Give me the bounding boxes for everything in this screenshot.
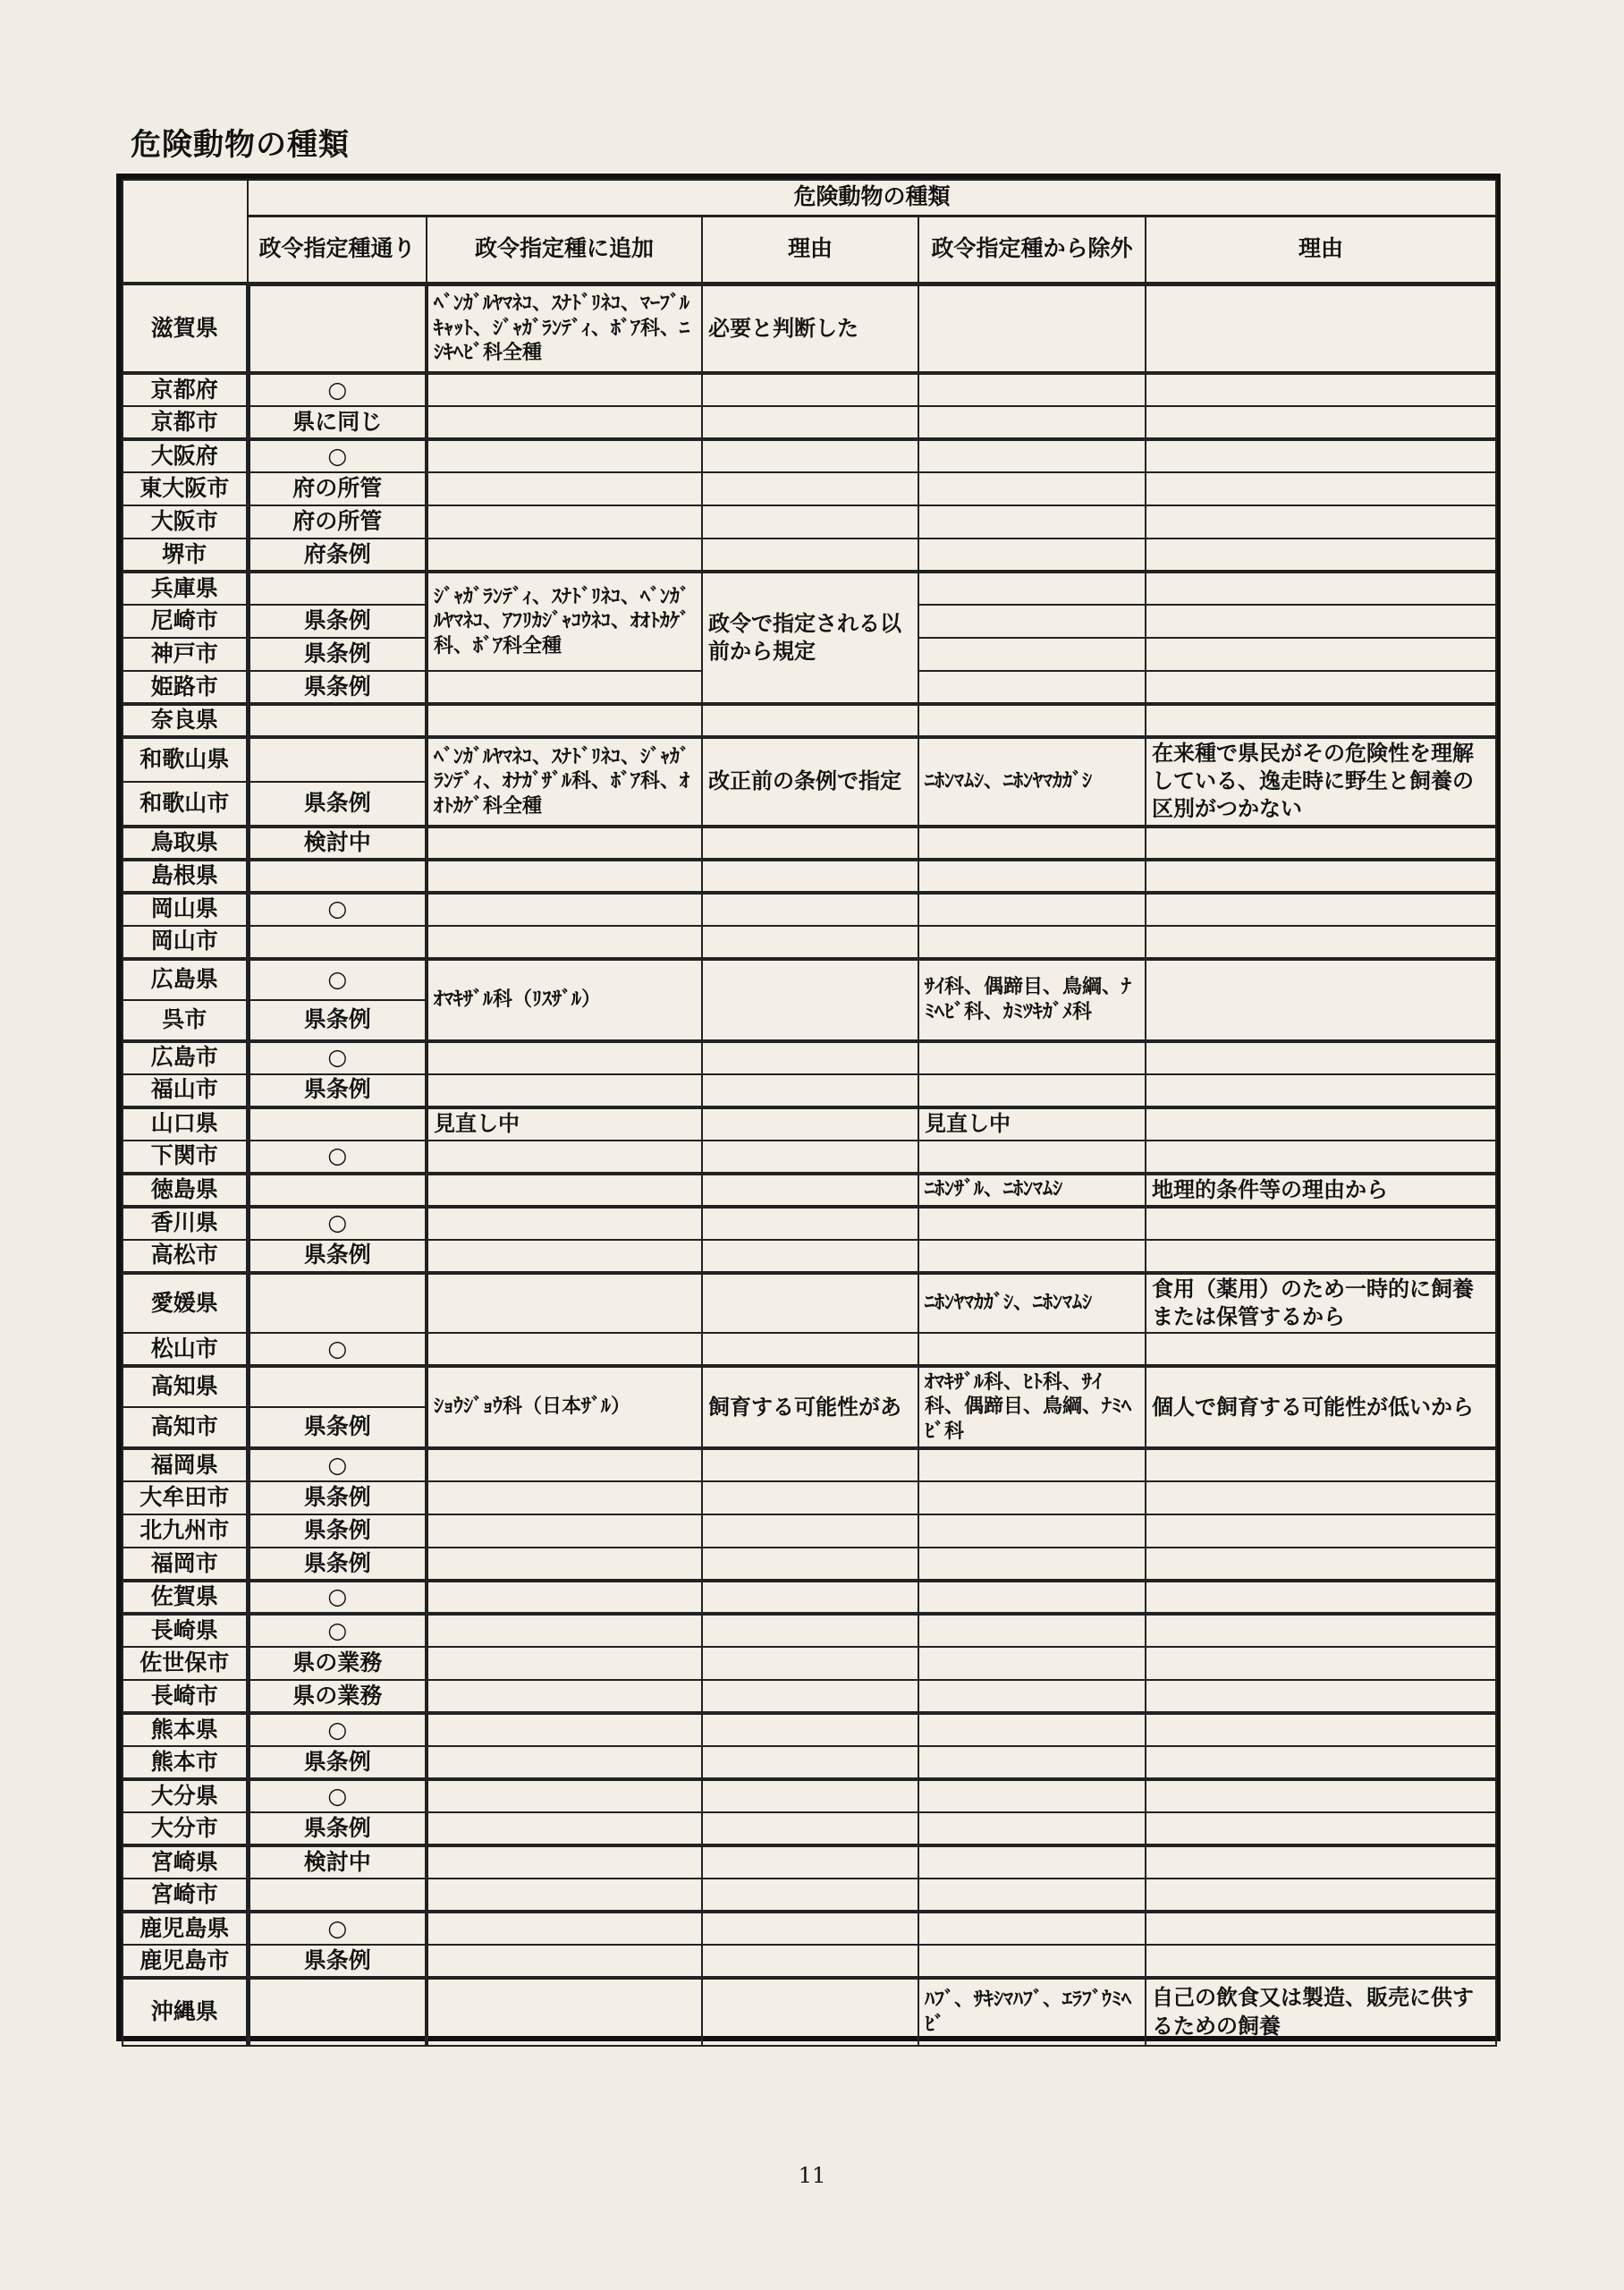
region-name: 京都市	[123, 406, 248, 439]
table-row	[123, 1481, 1496, 1514]
table-row	[123, 926, 1496, 959]
standard-cell	[248, 284, 427, 373]
header-excluded-reason: 理由	[1146, 216, 1496, 284]
standard-cell: 県条例	[248, 1074, 427, 1107]
region-name: 広島県	[123, 959, 248, 1000]
region-name: 長崎市	[123, 1680, 248, 1713]
standard-cell: ○	[248, 1041, 427, 1074]
standard-cell: 県条例	[248, 1746, 427, 1779]
standard-cell: ○	[248, 373, 427, 406]
standard-cell	[248, 572, 427, 605]
table-row	[123, 1548, 1496, 1581]
table-row	[123, 1779, 1496, 1812]
table-row	[123, 860, 1496, 893]
excluded-species-cell	[918, 284, 1146, 373]
added-species-cell: ｼﾞｬｶﾞﾗﾝﾃﾞｨ、ｽﾅﾄﾞﾘﾈｺ、ﾍﾞﾝｶﾞﾙﾔﾏﾈｺ、ｱﾌﾘｶｼﾞｬｺｳﾈｺ、ｵｵﾄｶｹﾞ科、ﾎﾞｱ科全種	[427, 572, 702, 671]
standard-cell: 県条例	[248, 1240, 427, 1273]
standard-cell: 県条例	[248, 1945, 427, 1978]
standard-cell: ○	[248, 1779, 427, 1812]
table-row	[123, 1581, 1496, 1614]
region-name: 宮崎県	[123, 1845, 248, 1879]
table-row	[123, 472, 1496, 505]
standard-cell: 県条例	[248, 638, 427, 671]
header-excluded: 政令指定種から除外	[918, 216, 1146, 284]
standard-cell	[248, 1273, 427, 1333]
region-name: 鳥取県	[123, 827, 248, 860]
excluded-reason-cell: 自己の飲食又は製造、販売に供するための飼養	[1146, 1978, 1496, 2046]
standard-cell: ○	[248, 1207, 427, 1240]
added-reason-cell: 改正前の条例で指定	[702, 737, 918, 827]
region-name: 岡山市	[123, 926, 248, 959]
standard-cell: ○	[248, 893, 427, 926]
standard-cell: 検討中	[248, 827, 427, 860]
table-row	[123, 1746, 1496, 1779]
table-row	[123, 1273, 1496, 1333]
standard-cell	[248, 737, 427, 782]
header-corner	[123, 180, 248, 284]
region-name: 和歌山市	[123, 782, 248, 827]
table-row	[123, 1978, 1496, 2046]
standard-cell: 県条例	[248, 1812, 427, 1845]
region-name: 京都府	[123, 373, 248, 406]
standard-cell: ○	[248, 1581, 427, 1614]
standard-cell: 県条例	[248, 1514, 427, 1548]
standard-cell: ○	[248, 1141, 427, 1174]
table-row	[123, 1912, 1496, 1945]
excluded-reason-cell: 食用（薬用）のため一時的に飼養または保管するから	[1146, 1273, 1496, 1333]
standard-cell	[248, 860, 427, 893]
region-name: 徳島県	[123, 1174, 248, 1207]
region-name: 堺市	[123, 539, 248, 572]
excluded-species-cell: ﾆﾎﾝｻﾞﾙ、ﾆﾎﾝﾏﾑｼ	[918, 1174, 1146, 1207]
table-row	[123, 737, 1496, 782]
region-name: 福岡県	[123, 1448, 248, 1481]
table-row	[123, 1207, 1496, 1240]
region-name: 沖縄県	[123, 1978, 248, 2046]
region-name: 東大阪市	[123, 472, 248, 505]
standard-cell: ○	[248, 1448, 427, 1481]
table-row	[123, 406, 1496, 439]
standard-cell: ○	[248, 1912, 427, 1945]
region-name: 岡山県	[123, 893, 248, 926]
added-species-cell: ｼｮｳｼﾞｮｳ科（日本ｻﾞﾙ）	[427, 1366, 702, 1448]
header-standard: 政令指定種通り	[248, 216, 427, 284]
table-row	[123, 1647, 1496, 1680]
table-row	[123, 572, 1496, 605]
region-name: 高松市	[123, 1240, 248, 1273]
region-name: 大分市	[123, 1812, 248, 1845]
table-row	[123, 1240, 1496, 1273]
region-name: 佐賀県	[123, 1581, 248, 1614]
excluded-reason-cell: 在来種で県民がその危険性を理解している、逸走時に野生と飼養の区別がつかない	[1146, 737, 1496, 827]
standard-cell: 府の所管	[248, 472, 427, 505]
excluded-species-cell: ﾊﾌﾞ、ｻｷｼﾏﾊﾌﾞ、ｴﾗﾌﾞｳﾐﾍﾋﾞ	[918, 1978, 1146, 2046]
region-name: 佐世保市	[123, 1647, 248, 1680]
region-name: 福岡市	[123, 1548, 248, 1581]
dangerous-animals-table	[116, 174, 1501, 2041]
table-row	[123, 1041, 1496, 1074]
table-row	[123, 1333, 1496, 1366]
table-row	[123, 1366, 1496, 1407]
standard-cell: 県条例	[248, 1000, 427, 1041]
header-added: 政令指定種に追加	[427, 216, 702, 284]
table-row	[123, 1680, 1496, 1713]
table-row	[123, 1107, 1496, 1141]
table-row	[123, 373, 1496, 406]
added-species-cell: ﾍﾞﾝｶﾞﾙﾔﾏﾈｺ、ｽﾅﾄﾞﾘﾈｺ、ﾏｰﾌﾞﾙｷｬｯﾄ、ｼﾞｬｶﾞﾗﾝﾃﾞｨ、ﾎﾞｱ科、ﾆｼｷﾍﾋﾞ科全種	[427, 284, 702, 373]
table-row	[123, 505, 1496, 539]
region-name: 大分県	[123, 1779, 248, 1812]
standard-cell: 県の業務	[248, 1647, 427, 1680]
added-reason-cell: 政令で指定される以前から規定	[702, 572, 918, 704]
region-name: 香川県	[123, 1207, 248, 1240]
table-row	[123, 704, 1496, 737]
table-row	[123, 539, 1496, 572]
region-name: 宮崎市	[123, 1879, 248, 1912]
standard-cell: 県条例	[248, 1407, 427, 1448]
region-name: 神戸市	[123, 638, 248, 671]
region-name: 高知県	[123, 1366, 248, 1407]
page-title: 危険動物の種類	[131, 127, 350, 163]
region-name: 北九州市	[123, 1514, 248, 1548]
header-group: 危険動物の種類	[248, 180, 1496, 216]
region-name: 和歌山県	[123, 737, 248, 782]
standard-cell: 府条例	[248, 539, 427, 572]
standard-cell	[248, 1174, 427, 1207]
region-name: 広島市	[123, 1041, 248, 1074]
standard-cell: 県の業務	[248, 1680, 427, 1713]
region-name: 島根県	[123, 860, 248, 893]
excluded-species-cell: ｵﾏｷｻﾞﾙ科、ﾋﾄ科、ｻｲ科、偶蹄目、鳥綱、ﾅﾐﾍﾋﾞ科	[918, 1366, 1146, 1448]
standard-cell: ○	[248, 959, 427, 1000]
excluded-reason-cell: 地理的条件等の理由から	[1146, 1174, 1496, 1207]
standard-cell: 県条例	[248, 605, 427, 638]
region-name: 滋賀県	[123, 284, 248, 373]
region-name: 大阪府	[123, 439, 248, 472]
header-added-reason: 理由	[702, 216, 918, 284]
standard-cell: ○	[248, 439, 427, 472]
table-row	[123, 893, 1496, 926]
excluded-species-cell: 見直し中	[918, 1107, 1146, 1141]
table-row	[123, 284, 1496, 373]
region-name: 熊本市	[123, 1746, 248, 1779]
standard-cell: 県条例	[248, 1548, 427, 1581]
standard-cell	[248, 926, 427, 959]
page-number: 11	[798, 2163, 826, 2188]
table-row	[123, 1614, 1496, 1647]
table-row	[123, 1074, 1496, 1107]
added-species-cell: ﾍﾞﾝｶﾞﾙﾔﾏﾈｺ、ｽﾅﾄﾞﾘﾈｺ、ｼﾞｬｶﾞﾗﾝﾃﾞｨ、ｵﾅｶﾞｻﾞﾙ科、ﾎﾞｱ科、ｵｵﾄｶｹﾞ科全種	[427, 737, 702, 827]
added-species-cell: ｵﾏｷｻﾞﾙ科（ﾘｽｻﾞﾙ）	[427, 959, 702, 1041]
standard-cell: ○	[248, 1713, 427, 1746]
region-name: 奈良県	[123, 704, 248, 737]
table-row	[123, 1879, 1496, 1912]
region-name: 鹿児島県	[123, 1912, 248, 1945]
table-row	[123, 827, 1496, 860]
region-name: 福山市	[123, 1074, 248, 1107]
region-name: 兵庫県	[123, 572, 248, 605]
region-name: 熊本県	[123, 1713, 248, 1746]
table-row	[123, 959, 1496, 1000]
excluded-species-cell: ﾆﾎﾝﾏﾑｼ、ﾆﾎﾝﾔﾏｶｶﾞｼ	[918, 737, 1146, 827]
standard-cell	[248, 1879, 427, 1912]
table-row	[123, 1845, 1496, 1879]
table-row	[123, 1514, 1496, 1548]
region-name: 高知市	[123, 1407, 248, 1448]
table-row	[123, 1945, 1496, 1978]
standard-cell: ○	[248, 1614, 427, 1647]
table-row	[123, 1812, 1496, 1845]
region-name: 大阪市	[123, 505, 248, 539]
standard-cell	[248, 1978, 427, 2046]
standard-cell	[248, 704, 427, 737]
excluded-reason-cell: 個人で飼育する可能性が低いから	[1146, 1366, 1496, 1448]
standard-cell: 検討中	[248, 1845, 427, 1879]
added-reason-cell: 飼育する可能性があ	[702, 1366, 918, 1448]
excluded-species-cell: ｻｲ科、偶蹄目、鳥綱、ﾅﾐﾍﾋﾞ科、ｶﾐﾂｷｶﾞﾒ科	[918, 959, 1146, 1041]
standard-cell: 県条例	[248, 671, 427, 704]
standard-cell: 府の所管	[248, 505, 427, 539]
region-name: 下関市	[123, 1141, 248, 1174]
excluded-reason-cell	[1146, 284, 1496, 373]
table-row	[123, 1174, 1496, 1207]
region-name: 大牟田市	[123, 1481, 248, 1514]
table-row	[123, 1448, 1496, 1481]
table-row	[123, 1141, 1496, 1174]
standard-cell: 県に同じ	[248, 406, 427, 439]
region-name: 呉市	[123, 1000, 248, 1041]
region-name: 姫路市	[123, 671, 248, 704]
excluded-species-cell: ﾆﾎﾝﾔﾏｶｶﾞｼ、ﾆﾎﾝﾏﾑｼ	[918, 1273, 1146, 1333]
region-name: 鹿児島市	[123, 1945, 248, 1978]
standard-cell	[248, 1107, 427, 1141]
table-row	[123, 1713, 1496, 1746]
region-name: 長崎県	[123, 1614, 248, 1647]
region-name: 尼崎市	[123, 605, 248, 638]
table-row	[123, 439, 1496, 472]
standard-cell: 県条例	[248, 782, 427, 827]
standard-cell	[248, 1366, 427, 1407]
added-reason-cell: 必要と判断した	[702, 284, 918, 373]
added-species-cell: 見直し中	[427, 1107, 702, 1141]
standard-cell: ○	[248, 1333, 427, 1366]
region-name: 山口県	[123, 1107, 248, 1141]
region-name: 松山市	[123, 1333, 248, 1366]
region-name: 愛媛県	[123, 1273, 248, 1333]
standard-cell: 県条例	[248, 1481, 427, 1514]
